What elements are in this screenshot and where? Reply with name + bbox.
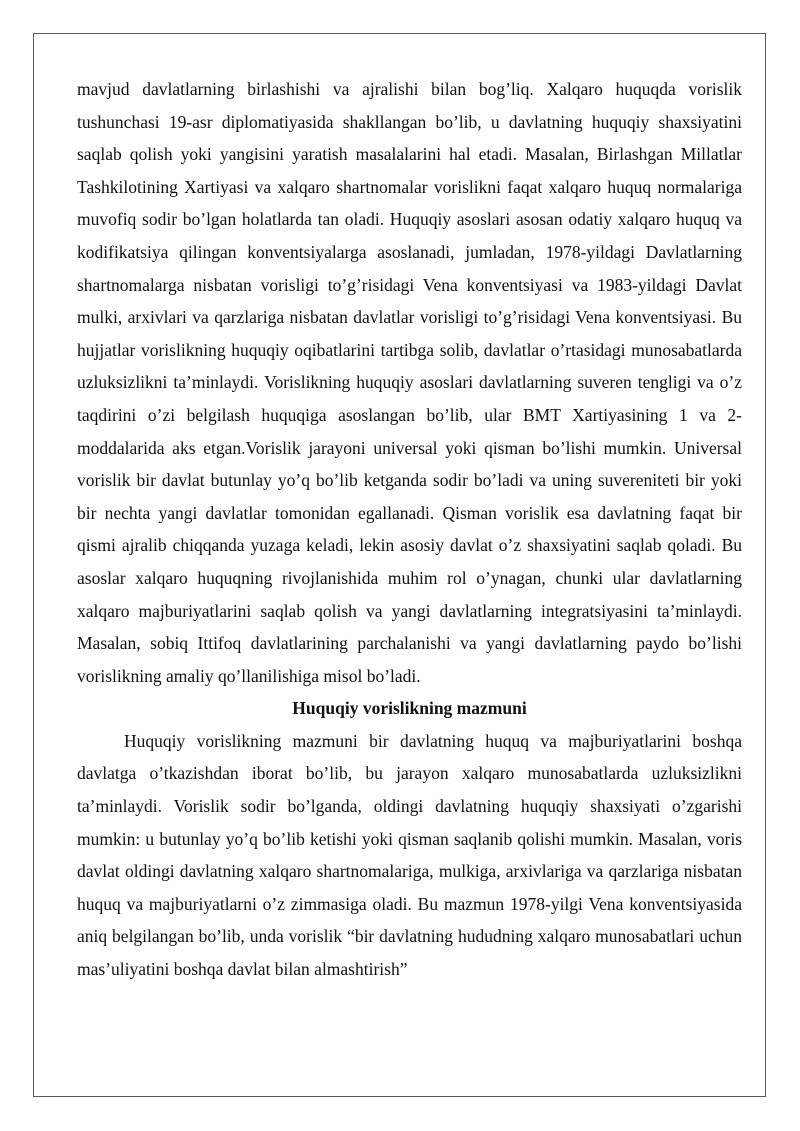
document-body	[77, 73, 742, 986]
body-paragraph-1: mavjud davlatlarning birlashishi va ajralishi bilan bog’liq. Xalqaro huquqda vorislik tushunchasi 19-asr diplomatiyasida shakllangan bo’lib, u davlatning huquqiy shaxsiyatini saqlab qolish yoki yangisini yaratish masalalarini hal etadi. Masalan, Birlashgan Millatlar Tashkilotining Xartiyasi va xalqaro shartnomalar vorislikni faqat xalqaro huquq normalariga muvofiq sodir bo’lgan holatlarda tan oladi. Huquqiy asoslari asosan odatiy xalqaro huquq va kodifikatsiya qilingan konventsiyalarga asoslanadi, jumladan, 1978-yildagi Davlatlarning shartnomalarga nisbatan vorisligi to’g’risidagi Vena konventsiyasi va 1983-yildagi Davlat mulki, arxivlari va qarzlariga nisbatan davlatlar vorisligi to’g’risidagi Vena konventsiyasi. Bu hujjatlar vorislikning huquqiy oqibatlarini tartibga solib, davlatlar o’rtasidagi munosabatlarda uzluksizlikni ta’minlaydi. Vorislikning huquqiy asoslari davlatlarning suveren tengligi va o’z taqdirini o’zi belgilash huquqiga asoslangan bo’lib, ular BMT Xartiyasining 1 va 2-moddalarida aks etgan.Vorislik jarayoni universal yoki qisman bo’lishi mumkin. Universal vorislik bir davlat butunlay yo’q bo’lib ketganda sodir bo’ladi va uning suvereniteti bir yoki bir nechta yangi davlatlar tomonidan egallanadi. Qisman vorislik esa davlatning faqat bir qismi ajralib chiqqanda yuzaga keladi, lekin asosiy davlat o’z shaxsiyatini saqlab qoladi. Bu asoslar xalqaro huquqning rivojlanishida muhim rol o’ynagan, chunki ular davlatlarning xalqaro majburiyatlarini saqlab qolish va yangi davlatlarning integratsiyasini ta’minlaydi. Masalan, sobiq Ittifoq davlatlarining parchalanishi va yangi davlatlarning paydo bo’lishi vorislikning amaliy qo’llanilishiga misol bo’ladi.	[77, 79, 742, 686]
section-heading: Huquqiy vorislikning mazmuni	[292, 698, 527, 719]
body-paragraph-2: Huquqiy vorislikning mazmuni bir davlatning huquq va majburiyatlarini boshqa davlatga o’tkazishdan iborat bo’lib, bu jarayon xalqaro munosabatlarda uzluksizlikni ta’minlaydi. Vorislik sodir bo’lganda, oldingi davlatning huquqiy shaxsiyati o’zgarishi mumkin: u butunlay yo’q bo’lib ketishi yoki qisman saqlanib qolishi mumkin. Masalan, voris davlat oldingi davlatning xalqaro shartnomalariga, mulkiga, arxivlariga va qarzlariga nisbatan huquq va majburiyatlarni o’z zimmasiga oladi. Bu mazmun 1978-yilgi Vena konventsiyasida aniq belgilangan bo’lib, unda vorislik “bir davlatning hududning xalqaro munosabatlari uchun mas’uliyatini boshqa davlat bilan almashtirish”	[77, 730, 742, 980]
